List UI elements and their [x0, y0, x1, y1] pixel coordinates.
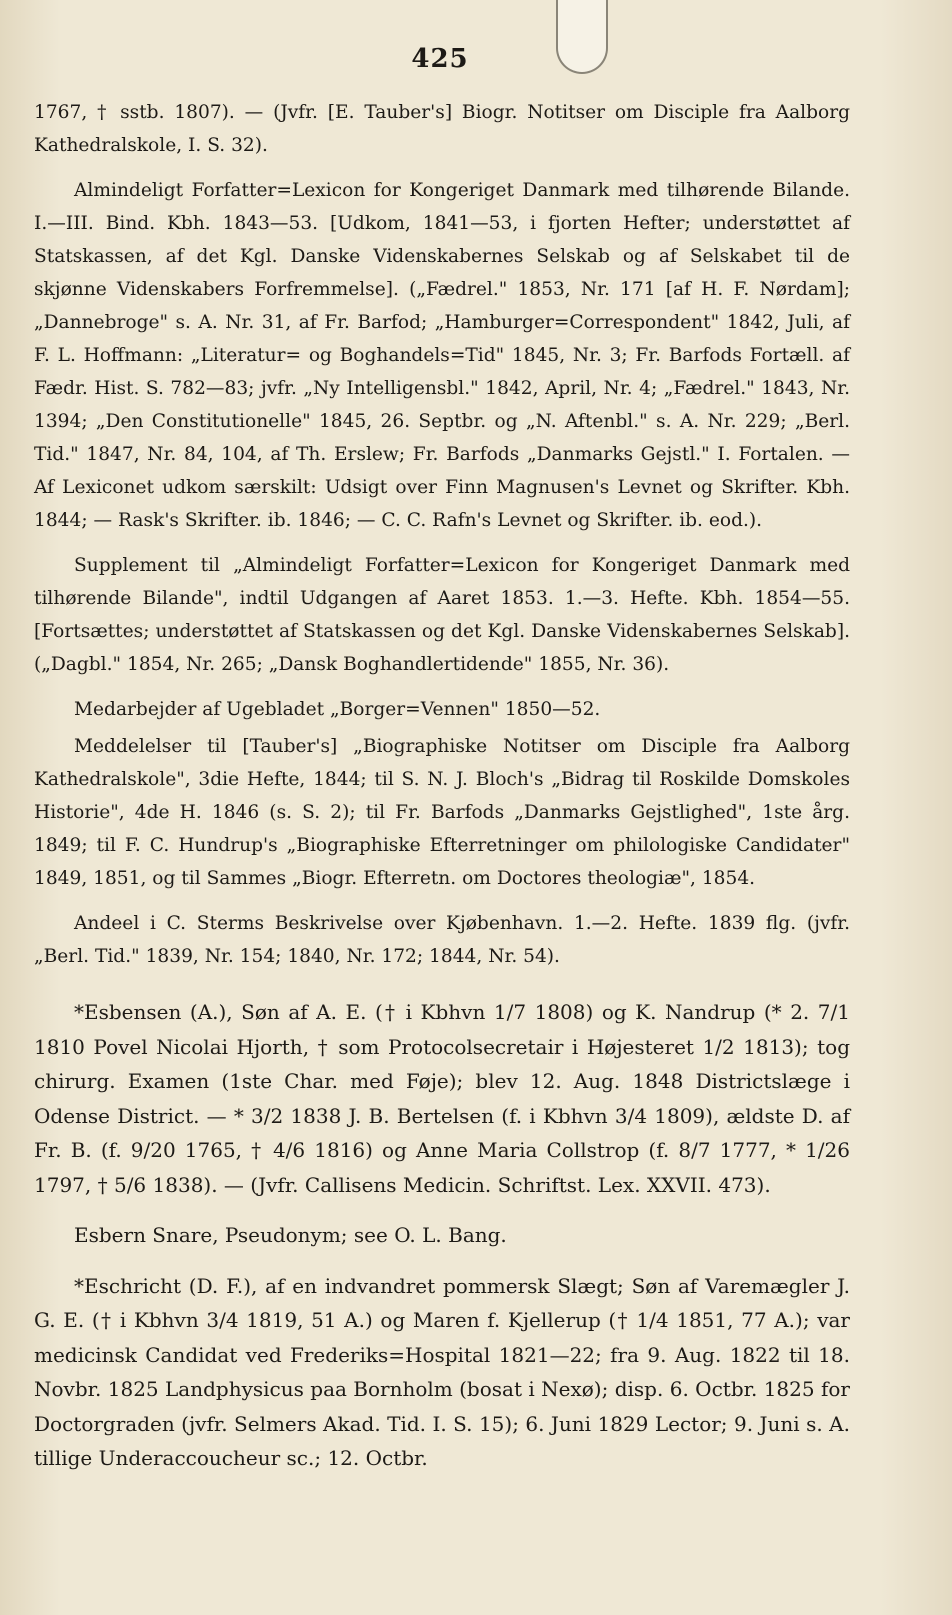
paragraph-forfatter-lexicon: Almindeligt Forfatter=Lexicon for Kongeriget Danmark med tilhørende Bilande. I.—III. Bind. Kbh. 1843—53. [Udkom, 1841—53, i fjorten Hefter; understøttet af Statskassen, af det Kgl. Danske Videnskabernes Selskab og af Selskabet til de skjønne Videnskabers Forfremmelse]. („Fædrel." 1853, Nr. 171 [af H. F. Nørdam]; „Dannebroge" s. A. Nr. 31, af Fr. Barfod; „Hamburger=Correspondent" 1842, Juli, af F. L. Hoffmann: „Literatur= og Boghandels=Tid" 1845, Nr. 3; Fr. Barfods Fortæll. af Fædr. Hist. S. 782—83; jvfr. „Ny Intelligensbl." 1842, April, Nr. 4; „Fædrel." 1843, Nr. 1394; „Den Constitutionelle" 1845, 26. Septbr. og „N. Aftenbl." s. A. Nr. 229; „Berl. Tid." 1847, Nr. 84, 104, af Th. Erslew; Fr. Barfods „Danmarks Gejstl." I. Fortalen. — Af Lexiconet udkom særskilt: Udsigt over Finn Magnusen's Levnet og Skrifter. Kbh. 1844; — Rask's Skrifter. ib. 1846; — C. C. Rafn's Levnet og Skrifter. ib. eod.).: [34, 180, 850, 531]
paragraph-continuation: 1767, † sstb. 1807). — (Jvfr. [E. Tauber's] Biogr. Notitser om Disciple fra Aalborg Kathedralskole, I. S. 32).: [34, 102, 850, 156]
entry-esbern-snare: Esbern Snare, Pseudonym; see O. L. Bang.: [74, 1223, 507, 1247]
page-number: 425: [411, 44, 469, 74]
entry-eschricht: *Eschricht (D. F.), af en indvandret pommersk Slægt; Søn af Varemægler J. G. E. († i Kbhvn 3/4 1819, 51 A.) og Maren f. Kjellerup († 1/4 1851, 77 A.); var medicinsk Candidat ved Frederiks=Hospital 1821—22; fra 9. Aug. 1822 til 18. Novbr. 1825 Landphysicus paa Bornholm (bosat i Nexø); disp. 6. Octbr. 1825 for Doctorgraden (jvfr. Selmers Akad. Tid. I. S. 15); 6. Juni 1829 Lector; 9. Juni s. A. tillige Underaccoucheur sc.; 12. Octbr.: [34, 1273, 850, 1470]
page-body: [34, 96, 850, 1492]
paragraph-medarbejder: Medarbejder af Ugebladet „Borger=Vennen" 1850—52.: [74, 699, 601, 720]
paragraph-meddelelser: Meddelelser til [Tauber's] „Biographiske Notitser om Disciple fra Aalborg Kathedralskole", 3die Hefte, 1844; til S. N. J. Bloch's „Bidrag til Roskilde Domskoles Historie", 4de H. 1846 (s. S. 2); til Fr. Barfods „Danmarks Gejstlighed", 1ste årg. 1849; til F. C. Hundrup's „Biographiske Efterretninger om philologiske Candidater" 1849, 1851, og til Sammes „Biogr. Efterretn. om Doctores theologiæ", 1854.: [34, 736, 850, 889]
paragraph-supplement: Supplement til „Almindeligt Forfatter=Lexicon for Kongeriget Danmark med tilhørende Bilande", indtil Udgangen af Aaret 1853. 1.—3. Hefte. Kbh. 1854—55. [Fortsættes; understøttet af Statskassen og det Kgl. Danske Videnskabernes Selskab]. („Dagbl." 1854, Nr. 265; „Dansk Boghandlertidende" 1855, Nr. 36).: [34, 555, 850, 675]
paragraph-andeel: Andeel i C. Sterms Beskrivelse over Kjøbenhavn. 1.—2. Hefte. 1839 flg. (jvfr. „Berl. Tid." 1839, Nr. 154; 1840, Nr. 172; 1844, Nr. 54).: [34, 913, 850, 967]
entry-esbensen: *Esbensen (A.), Søn af A. E. († i Kbhvn 1/7 1808) og K. Nandrup (* 2. 7/1 1810 Povel Nicolai Hjorth, † som Protocolsecretair i Højesteret 1/2 1813); tog chirurg. Examen (1ste Char. med Føje); blev 12. Aug. 1848 Districtslæge i Odense District. — * 3/2 1838 J. B. Bertelsen (f. i Kbhvn 3/4 1809), ældste D. af Fr. B. (f. 9/20 1765, † 4/6 1816) og Anne Maria Collstrop (f. 8/7 1777, * 1/26 1797, † 5/6 1838). — (Jvfr. Callisens Medicin. Schriftst. Lex. XXVII. 473).: [34, 1000, 850, 1197]
